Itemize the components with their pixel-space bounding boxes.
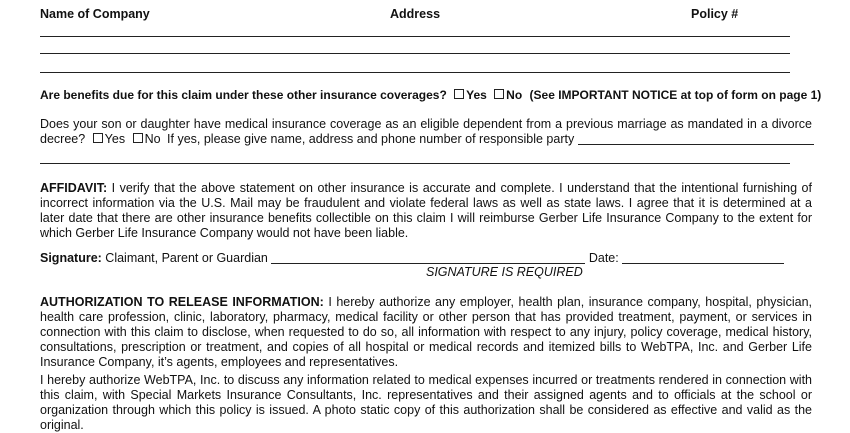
dependent-question-line-2 <box>40 132 812 147</box>
important-notice: (See IMPORTANT NOTICE at top of form on page 1) <box>529 88 822 102</box>
insurance-entry-line-3[interactable] <box>40 72 790 73</box>
benefits-no-checkbox[interactable] <box>494 89 504 99</box>
dependent-yes-checkbox[interactable] <box>93 133 103 143</box>
address-label: Address <box>390 7 441 21</box>
date-label: Date: <box>588 251 619 265</box>
affidavit-label: AFFIDAVIT: <box>40 181 108 195</box>
affidavit-text-1: I verify that the above statement on other insurance is accurate and complete. I understand that the intentional furnishing of <box>111 181 812 195</box>
webtpa-line-2: this claim, with Special Markets Insurance Consultants, Inc. representatives and their assigned agents and to officials at the school or <box>40 388 812 402</box>
dependent-no-checkbox[interactable] <box>133 133 143 143</box>
affidavit-line-1 <box>40 181 812 196</box>
benefits-yes-label: Yes <box>466 88 487 102</box>
webtpa-line-3: organization through which this policy is issued. A photo static copy of this authorization shall be considered as effective and valid as the <box>40 403 812 417</box>
signature-required-note: SIGNATURE IS REQUIRED <box>426 265 583 279</box>
signature-row <box>40 251 812 266</box>
benefits-question-text: Are benefits due for this claim under these other insurance coverages? <box>40 88 447 102</box>
responsible-party-line[interactable] <box>40 163 790 164</box>
signature-who: Claimant, Parent or Guardian <box>105 251 268 265</box>
insurance-entry-line-1[interactable] <box>40 36 790 37</box>
signature-field[interactable] <box>271 252 585 264</box>
webtpa-line-4: original. <box>40 418 84 432</box>
dependent-no-label: No <box>144 132 161 146</box>
benefits-question <box>40 88 822 103</box>
authorization-text-1: I hereby authorize any employer, health plan, insurance company, hospital, physician, <box>328 295 812 309</box>
authorization-line-2: health care profession, clinic, laboratory, pharmacy, medical facility or other person that has provided treatment, payment, or services in <box>40 310 812 324</box>
authorization-label: AUTHORIZATION TO RELEASE INFORMATION: <box>40 295 324 309</box>
authorization-line-4: consultations, prescription or treatment, and copies of all hospital or medical records and itemized bills to WebTPA, Inc. and Gerber Life <box>40 340 812 354</box>
date-field[interactable] <box>622 252 784 264</box>
dependent-question-line-1: Does your son or daughter have medical insurance coverage as an eligible dependent from a previous marriage as mandated in a divorce <box>40 117 812 131</box>
authorization-line-1 <box>40 295 812 310</box>
affidavit-line-4: which Gerber Life Insurance Company would not have been liable. <box>40 226 409 240</box>
authorization-line-5: Insurance Company, it’s agents, employees and representatives. <box>40 355 399 369</box>
affidavit-line-2: incorrect information via the U.S. Mail may be fraudulent and violate federal laws as well as state laws. I agree that it is determined at a <box>40 196 812 210</box>
benefits-no-label: No <box>506 88 523 102</box>
responsible-party-field[interactable] <box>578 133 814 145</box>
company-name-label: Name of Company <box>40 7 150 21</box>
authorization-line-3: connection with this claim to disclose, when requested to do so, all information with respect to any injury, policy coverage, medical history, <box>40 325 812 339</box>
responsible-party-prompt: If yes, please give name, address and phone number of responsible party <box>167 132 575 146</box>
decree-text: decree? <box>40 132 86 146</box>
dependent-yes-label: Yes <box>104 132 126 146</box>
signature-label: Signature: <box>40 251 102 265</box>
benefits-yes-checkbox[interactable] <box>454 89 464 99</box>
insurance-entry-line-2[interactable] <box>40 53 790 54</box>
affidavit-line-3: later date that there are other insurance benefits collectible on this claim I will reimburse Gerber Life Insurance Company to the extent for <box>40 211 812 225</box>
webtpa-line-1: I hereby authorize WebTPA, Inc. to discuss any information related to medical expenses incurred or treatments rendered in connection with <box>40 373 812 387</box>
policy-number-label: Policy # <box>691 7 739 21</box>
